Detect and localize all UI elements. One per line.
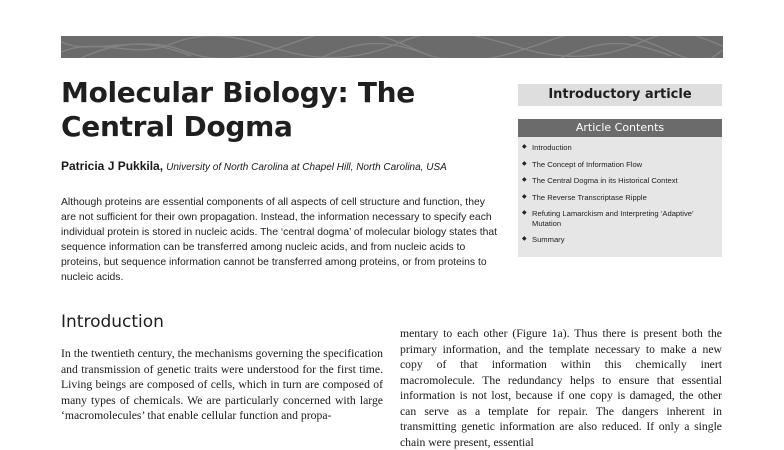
bullet-icon: ◆ bbox=[522, 160, 527, 167]
article-title: Molecular Biology: The Central Dogma bbox=[61, 76, 415, 143]
article-type-label: Introductory article bbox=[518, 84, 722, 106]
abstract: Although proteins are essential components of all aspects of cell structure and function, they are not sufficient for their own propagation. Instead, the information necessary to specify each individual protein is stored in nucleic acids. The ‘central dogma’ of molecular biology states that sequence information can be transferred among nucleic acids, and from nucleic acids to proteins, but sequence information cannot be transferred among proteins, or from proteins to nucleic acids. bbox=[61, 197, 498, 283]
contents-item[interactable] bbox=[518, 176, 722, 186]
bullet-icon: ◆ bbox=[522, 236, 527, 242]
bullet-icon: ◆ bbox=[522, 144, 527, 150]
author-name: Patricia J Pukkila, bbox=[61, 159, 164, 173]
contents-item-label: The Reverse Transcriptase Ripple bbox=[532, 192, 647, 202]
contents-list bbox=[518, 137, 722, 245]
contents-item[interactable] bbox=[518, 235, 722, 245]
contents-item-label: The Central Dogma in its Historical Context bbox=[532, 176, 678, 185]
body-column-left: In the twentieth century, the mechanisms governing the specification and transmission of genetic traits were understood for the first time. Living beings are composed of cells, which in turn are composed of many types of chemicals. We are particularly concerned with large ‘macromolecules’ that enable cellular function and propa- bbox=[61, 347, 383, 422]
bullet-icon: ◆ bbox=[522, 193, 527, 200]
contents-item-label: The Concept of Information Flow bbox=[532, 159, 643, 169]
bullet-icon: ◆ bbox=[522, 210, 527, 216]
contents-item[interactable] bbox=[518, 143, 722, 153]
body-column-right: mentary to each other (Figure 1a). Thus there is present both the primary information, and the template necessary to make a new copy of that information within this chemically inert macromolecule. The redundancy helps to ensure that essential information is not lost, because if one copy is damaged, the other can serve as a template for repair. The dangers inherent in transmitting genetic information are also reduced. If only a single chain were present, essential bbox=[400, 327, 722, 449]
header-banner bbox=[61, 36, 723, 58]
contents-item-label: Summary bbox=[532, 235, 565, 244]
article-contents-box bbox=[518, 119, 722, 257]
author-affiliation: University of North Carolina at Chapel Hill, North Carolina, USA bbox=[166, 162, 447, 173]
contents-item[interactable] bbox=[518, 160, 722, 170]
bullet-icon: ◆ bbox=[522, 177, 527, 183]
article-contents-heading: Article Contents bbox=[518, 119, 722, 137]
banner-swirl-pattern bbox=[61, 36, 723, 58]
contents-item[interactable] bbox=[518, 209, 722, 228]
author-line bbox=[61, 159, 501, 175]
section-heading-introduction: Introduction bbox=[61, 312, 164, 332]
contents-item[interactable] bbox=[518, 193, 722, 203]
contents-item-label: Refuting Lamarckism and Interpreting ‘Adaptive’ Mutation bbox=[532, 209, 694, 228]
contents-item-label: Introduction bbox=[532, 143, 572, 152]
